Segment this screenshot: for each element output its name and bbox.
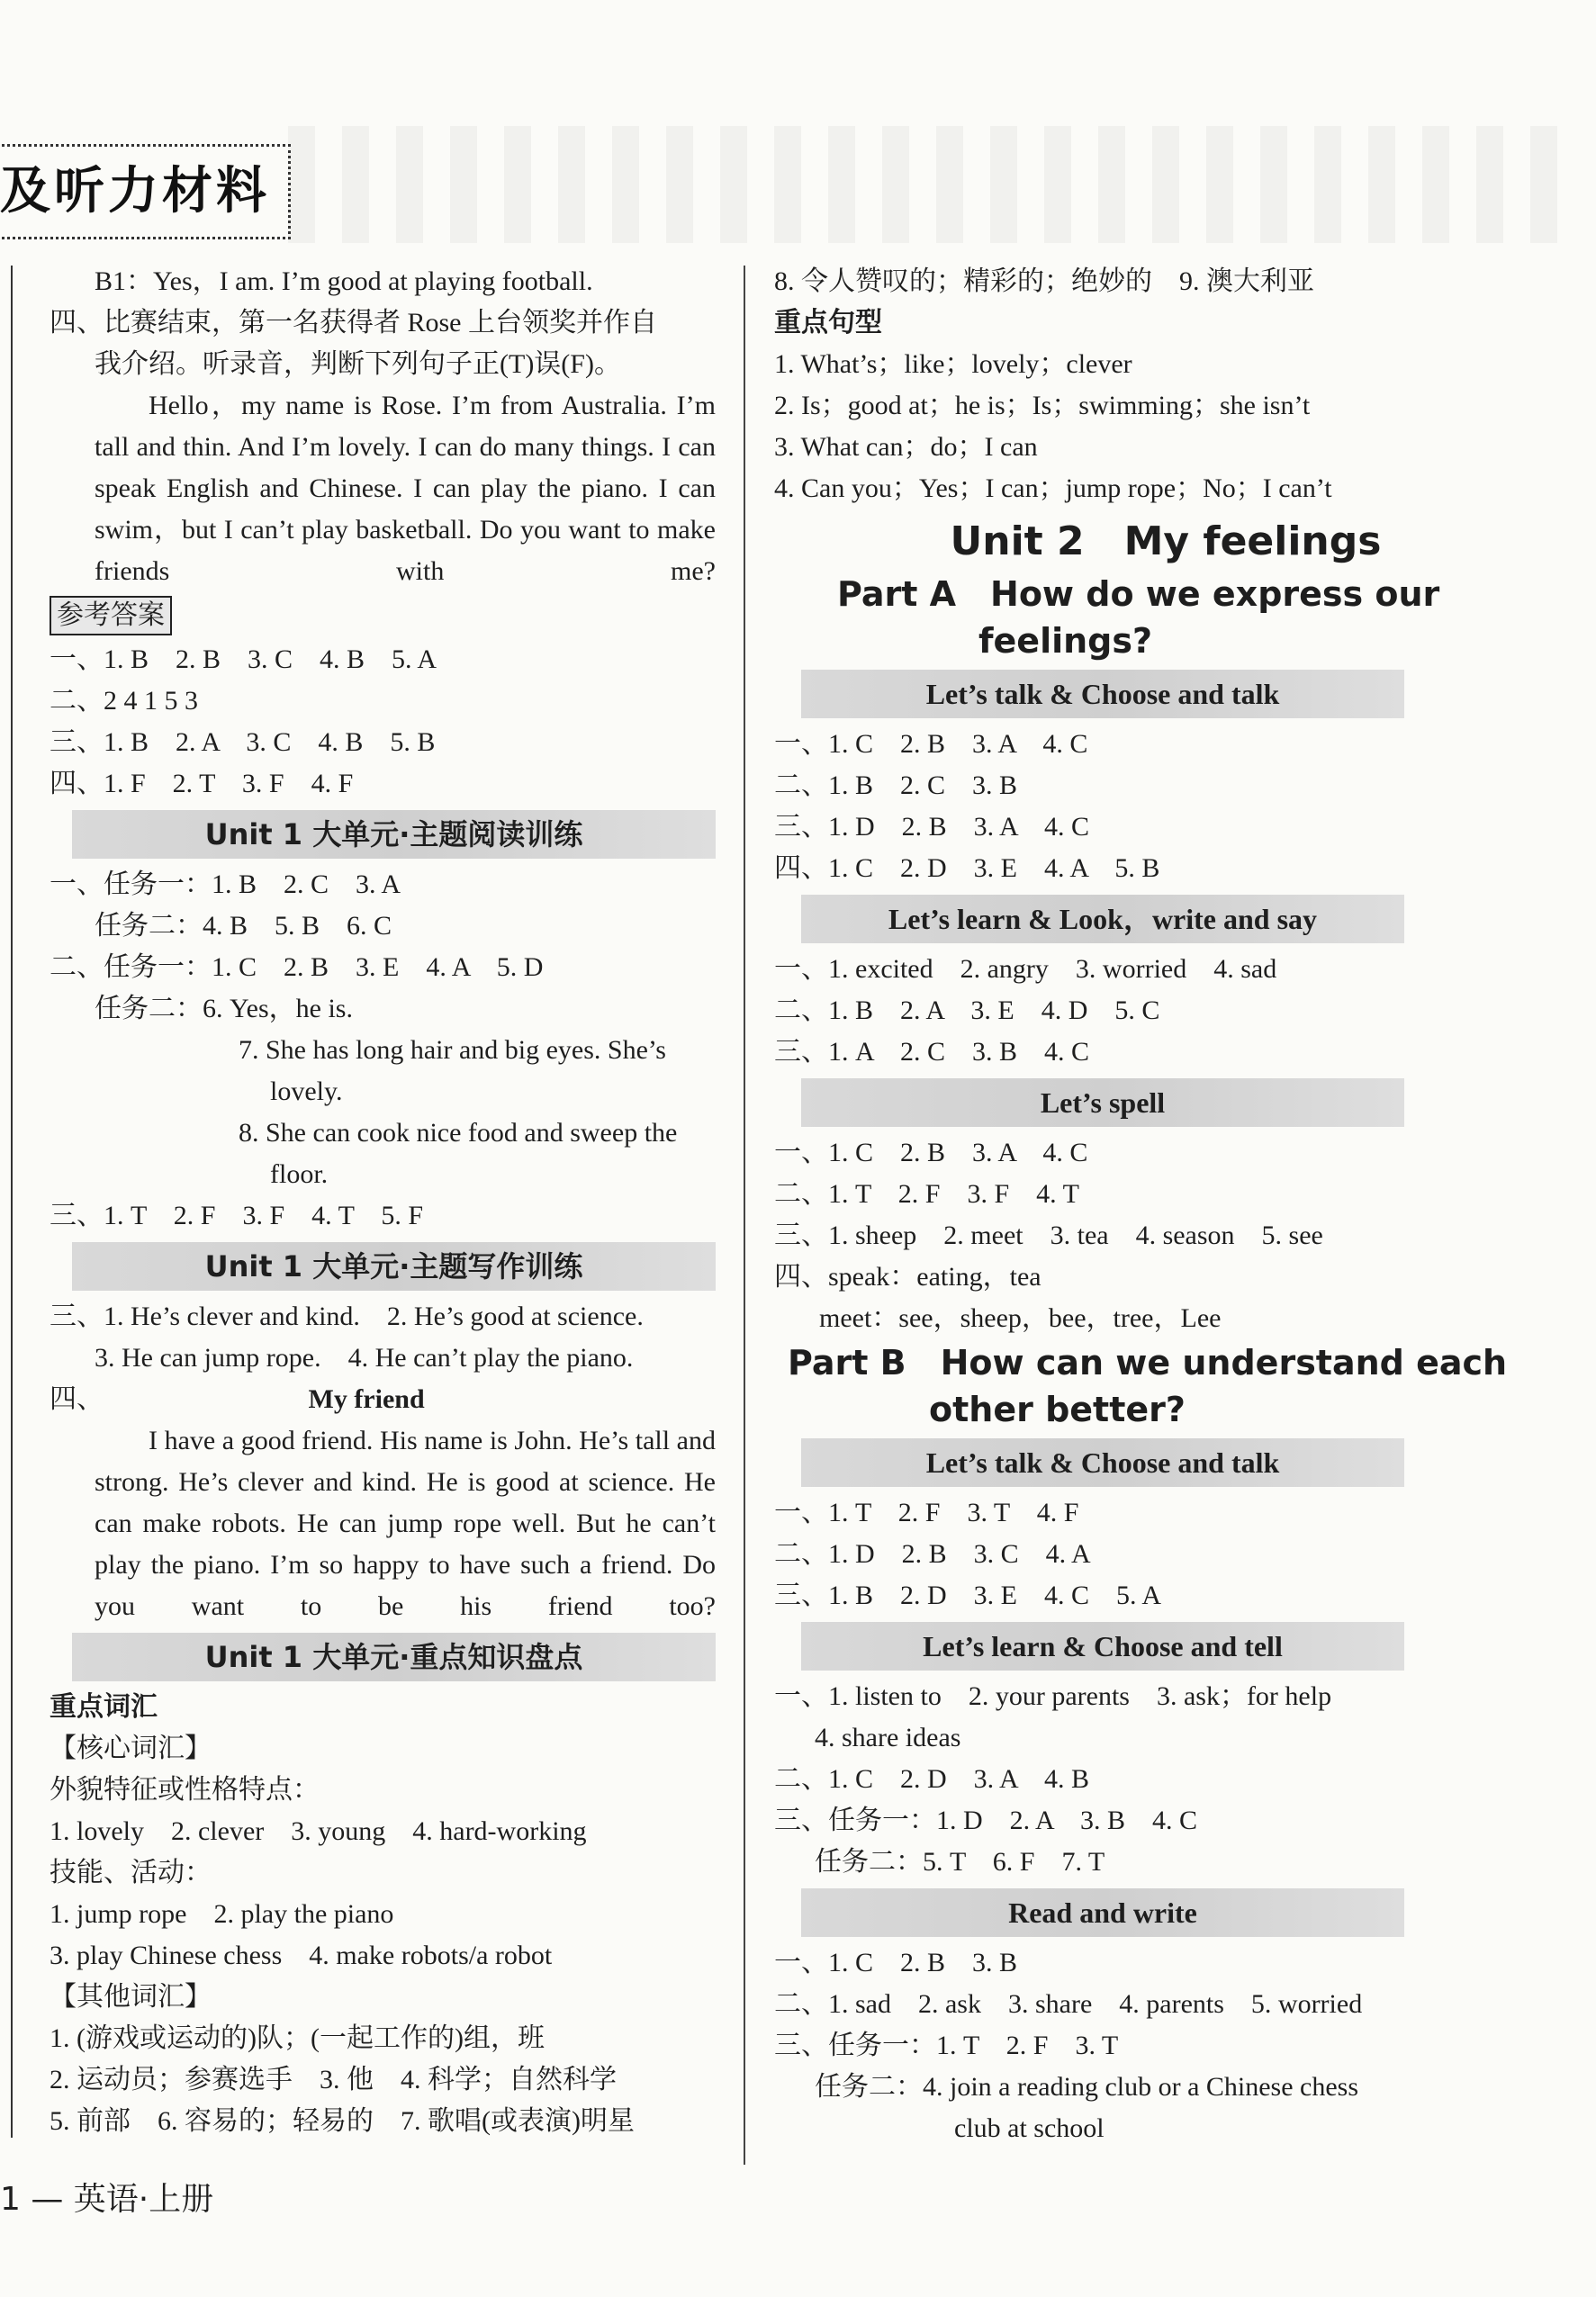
header-decoration: [288, 126, 1584, 243]
text-line: 1. jump rope 2. play the piano: [50, 1899, 394, 1929]
answer-line: 四、speak：eating，tea: [774, 1262, 1041, 1292]
right-column: [774, 261, 1557, 2149]
answer-key-label: 参考答案: [50, 596, 172, 635]
section-header: Let’s talk & Choose and talk: [801, 1438, 1404, 1487]
text-line: 2. 运动员；参赛选手 3. 他 4. 科学；自然科学: [50, 2065, 617, 2094]
essay-number: 四、: [50, 1384, 104, 1414]
answer-line: 一、1. excited 2. angry 3. worried 4. sad: [774, 954, 1277, 984]
answer-line: 二、1. B 2. A 3. E 4. D 5. C: [774, 995, 1160, 1025]
answer-line: 一、1. C 2. B 3. A 4. C: [774, 729, 1088, 759]
text-line: 1. lovely 2. clever 3. young 4. hard-working: [50, 1816, 587, 1846]
subheading: 重点句型: [774, 307, 882, 338]
text-line: 【核心词汇】: [50, 1734, 212, 1763]
answer-line: 任务二：5. T 6. F 7. T: [815, 1847, 1105, 1877]
section-header: Unit 1 大单元·主题阅读训练: [72, 810, 716, 859]
essay-paragraph: I have a good friend. His name is John. He’s tall and strong. He’s clever and kind. He is good at science. He can make robots. He can jump rope well. But he can’t play the piano. I’m so happy to have such a friend. Do you want to be his friend too?: [95, 1426, 716, 1621]
answer-line: club at school: [954, 2113, 1105, 2143]
text-line: 外貌特征或性格特点：: [50, 1775, 320, 1805]
answer-line: 二、任务一：1. C 2. B 3. E 4. A 5. D: [50, 952, 544, 982]
answer-line: 三、1. B 2. D 3. E 4. C 5. A: [774, 1581, 1162, 1610]
answer-line: 一、1. B 2. B 3. C 4. B 5. A: [50, 644, 437, 674]
answer-line: 7. She has long hair and big eyes. She’s: [239, 1035, 666, 1065]
answer-line: 四、1. F 2. T 3. F 4. F: [50, 769, 354, 798]
text-line: 四、比赛结束，第一名获得者 Rose 上台领奖并作自: [50, 308, 657, 338]
answer-line: 二、1. T 2. F 3. F 4. T: [774, 1179, 1079, 1209]
answer-line: 一、1. T 2. F 3. T 4. F: [774, 1498, 1079, 1527]
answer-line: 三、任务一：1. D 2. A 3. B 4. C: [774, 1806, 1198, 1835]
answer-line: 任务二：6. Yes，he is.: [95, 994, 353, 1023]
unit-title: Unit 2 My feelings: [950, 518, 1382, 564]
answer-line: 一、1. C 2. B 3. B: [774, 1948, 1018, 1977]
answer-line: 三、1. T 2. F 3. F 4. T 5. F: [50, 1201, 424, 1230]
answer-line: 三、1. B 2. A 3. C 4. B 5. B: [50, 727, 436, 757]
text-line: 3. play Chinese chess 4. make robots/a robot: [50, 1941, 553, 1970]
page-title: 及听力材料: [0, 162, 270, 221]
text-line: 1. What’s；like；lovely；clever: [774, 349, 1132, 379]
left-column: [50, 261, 716, 2142]
answer-line: 三、1. He’s clever and kind. 2. He’s good at science.: [50, 1302, 644, 1331]
column-divider: [744, 266, 745, 2165]
section-header: Unit 1 大单元·主题写作训练: [72, 1242, 716, 1291]
part-title: other better?: [929, 1390, 1186, 1429]
subheading: 重点词汇: [50, 1691, 158, 1723]
answer-line: 三、任务一：1. T 2. F 3. T: [774, 2031, 1119, 2060]
answer-line: 三、1. sheep 2. meet 3. tea 4. season 5. see: [774, 1221, 1323, 1250]
part-title: Part A How do we express our: [837, 574, 1440, 614]
answer-line: 四、1. C 2. D 3. E 4. A 5. B: [774, 853, 1160, 883]
answer-line: 三、1. A 2. C 3. B 4. C: [774, 1037, 1090, 1067]
section-header: Let’s learn & Look，write and say: [801, 895, 1404, 943]
answer-line: 任务二：4. join a reading club or a Chinese chess: [815, 2072, 1359, 2102]
section-header: Unit 1 大单元·重点知识盘点: [72, 1633, 716, 1681]
answer-line: 二、2 4 1 5 3: [50, 686, 198, 716]
answer-line: 二、1. D 2. B 3. C 4. A: [774, 1539, 1091, 1569]
answer-line: 二、1. sad 2. ask 3. share 4. parents 5. worried: [774, 1989, 1363, 2019]
answer-line: 8. She can cook nice food and sweep the: [239, 1118, 678, 1148]
text-line: 技能、活动：: [50, 1858, 212, 1887]
text-line: 1. (游戏或运动的)队；(一起工作的)组，班: [50, 2023, 545, 2053]
part-title: Part B How can we understand each: [788, 1343, 1508, 1383]
answer-line: 一、1. listen to 2. your parents 3. ask；for help: [774, 1681, 1332, 1711]
section-header: Read and write: [801, 1888, 1404, 1937]
listening-paragraph: Hello，my name is Rose. I’m from Australia. I’m tall and thin. And I’m lovely. I can do many things. I can speak English and Chinese. I can play the piano. I can swim，but I can’t play basketball. Do you want to make friends with me?: [95, 391, 716, 586]
answer-line: lovely.: [270, 1076, 343, 1106]
answer-line: 二、1. C 2. D 3. A 4. B: [774, 1764, 1090, 1794]
section-header: Let’s talk & Choose and talk: [801, 670, 1404, 718]
answer-line: meet：see，sheep，bee，tree，Lee: [819, 1303, 1222, 1333]
page-footer: 1 — 英语·上册: [0, 2181, 214, 2218]
section-header: Let’s spell: [801, 1078, 1404, 1127]
answer-line: 一、任务一：1. B 2. C 3. A: [50, 869, 401, 899]
section-header: Let’s learn & Choose and tell: [801, 1622, 1404, 1671]
answer-line: 4. share ideas: [815, 1723, 961, 1752]
answer-line: 3. He can jump rope. 4. He can’t play the piano.: [95, 1343, 634, 1373]
text-line: 【其他词汇】: [50, 1982, 212, 2012]
answer-line: 一、1. C 2. B 3. A 4. C: [774, 1138, 1088, 1167]
text-line: 3. What can；do；I can: [774, 432, 1038, 462]
essay-title: My friend: [308, 1384, 425, 1414]
text-line: B1：Yes，I am. I’m good at playing football.: [95, 266, 593, 296]
essay-title-line: [50, 1379, 716, 1420]
text-line: 4. Can you；Yes；I can；jump rope；No；I can’t: [774, 473, 1332, 503]
text-line: 8. 令人赞叹的；精彩的；绝妙的 9. 澳大利亚: [774, 266, 1314, 296]
left-rule: [11, 266, 13, 2138]
answer-line: 任务二：4. B 5. B 6. C: [95, 911, 392, 941]
answer-line: 三、1. D 2. B 3. A 4. C: [774, 812, 1090, 842]
answer-line: floor.: [270, 1159, 329, 1189]
text-line: 我介绍。听录音，判断下列句子正(T)误(F)。: [95, 349, 621, 379]
text-line: 2. Is；good at；he is；Is；swimming；she isn’t: [774, 391, 1311, 420]
answer-line: 二、1. B 2. C 3. B: [774, 770, 1018, 800]
text-line: 5. 前部 6. 容易的；轻易的 7. 歌唱(或表演)明星: [50, 2106, 635, 2136]
part-title: feelings?: [978, 621, 1153, 661]
